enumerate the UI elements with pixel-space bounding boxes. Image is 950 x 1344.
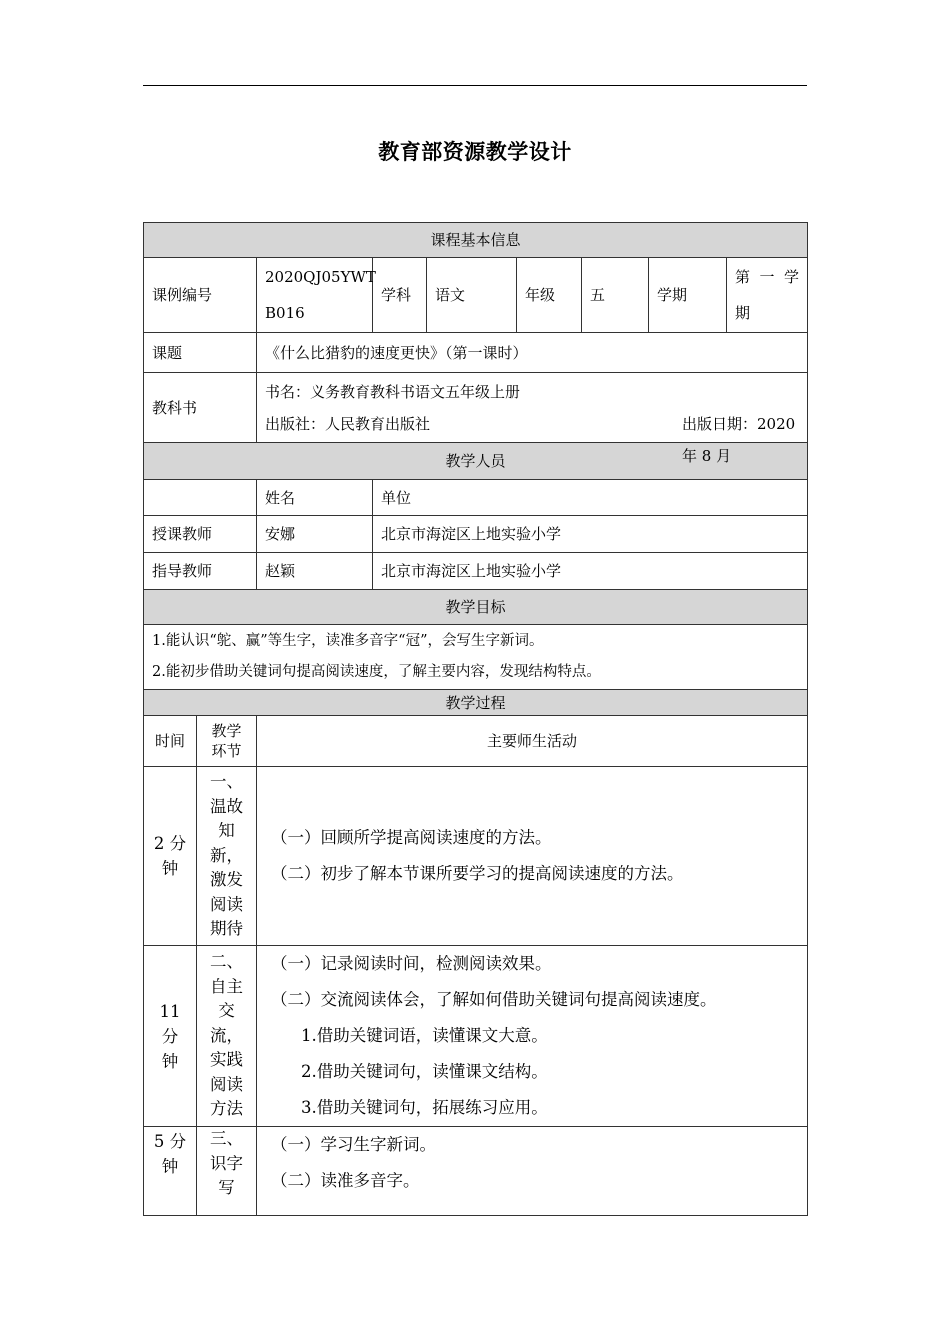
textbook-label: 教科书: [144, 373, 257, 443]
step-activities: [257, 1127, 808, 1216]
activity-item: （二）初步了解本节课所要学习的提高阅读速度的方法。: [271, 864, 684, 883]
stage-line: 三、: [210, 1129, 243, 1148]
semester-label: 学期: [649, 258, 727, 333]
grade-label: 年级: [517, 258, 582, 333]
staff-unit: 北京市海淀区上地实验小学: [373, 553, 808, 590]
activity-item: （二）交流阅读体会，了解如何借助关键词句提高阅读速度。: [271, 990, 717, 1009]
topic-label: 课题: [144, 333, 257, 373]
header-rule: [143, 85, 807, 86]
staff-unit: 北京市海淀区上地实验小学: [373, 516, 808, 553]
stage-line: 方法: [210, 1099, 243, 1119]
step-activities: [257, 946, 808, 1127]
subject-label: 学科: [373, 258, 427, 333]
stage-line: 新，: [210, 845, 243, 865]
section-process: 教学过程: [144, 690, 808, 716]
staff-header-empty: [144, 480, 257, 516]
activity-header: 主要师生活动: [257, 716, 808, 767]
step-time-line: 钟: [161, 859, 179, 878]
section-goals: 教学目标: [144, 590, 808, 625]
topic-value: 《什么比猎豹的速度更快》（第一课时）: [257, 333, 808, 373]
activity-item: （二）读准多音字。: [271, 1171, 420, 1190]
stage-line: 写: [218, 1178, 235, 1197]
step-stage: [197, 1127, 257, 1216]
grade-value: 五: [582, 258, 649, 333]
section-staff: 教学人员: [144, 443, 808, 480]
activity-item: （一）学习生字新词。: [271, 1135, 436, 1154]
goal-item: 1.能认识“鸵、赢”等生字，读准多音字“冠”，会写生字新词。: [152, 633, 544, 649]
stage-line: 温故: [210, 796, 243, 816]
step-time-line: 分: [161, 1026, 179, 1046]
stage-line: 阅读: [210, 894, 243, 914]
case-id-line1: 2020QJ05YWT: [265, 268, 376, 286]
step-time-line: 11: [159, 1001, 181, 1021]
activity-item: （一）记录阅读时间，检测阅读效果。: [271, 954, 552, 973]
activity-item: （一）回顾所学提高阅读速度的方法。: [271, 828, 552, 847]
activity-subitem: 2.借助关键词句，读懂课文结构。: [301, 1062, 548, 1081]
semester-line2: 期: [735, 304, 751, 322]
lesson-plan-table: [143, 222, 808, 1216]
step-time-line: 钟: [161, 1157, 179, 1176]
semester-value: [727, 258, 808, 333]
step-time: [144, 1127, 197, 1216]
staff-unit-header: 单位: [373, 480, 808, 516]
stage-header: [197, 716, 257, 767]
staff-role: 授课教师: [144, 516, 257, 553]
stage-line: 流，: [210, 1025, 243, 1045]
stage-line: 激发: [210, 870, 243, 890]
stage-line: 交: [218, 1001, 235, 1021]
activity-subitem: 1.借助关键词语，读懂课文大意。: [301, 1026, 548, 1045]
step-stage: [197, 767, 257, 946]
case-id-value: [257, 258, 376, 333]
staff-name: 安娜: [257, 516, 373, 553]
stage-line: 识字: [210, 1153, 243, 1173]
stage-line: 二、: [210, 952, 243, 972]
stage-line: 自主: [210, 976, 243, 996]
goals-list: [144, 625, 808, 690]
book-name: 书名：义务教育教科书语文五年级上册: [265, 382, 521, 401]
time-header: 时间: [144, 716, 197, 767]
activity-subitem: 3.借助关键词句，拓展练习应用。: [301, 1098, 548, 1117]
step-time-line: 2 分: [153, 834, 187, 853]
semester-line1: 第 一 学: [735, 268, 799, 286]
stage-line: 阅读: [210, 1074, 243, 1094]
section-basic-info: 课程基本信息: [144, 223, 808, 258]
stage-line: 一、: [210, 772, 243, 792]
stage-line: 期待: [210, 919, 243, 939]
publisher: 出版社：人民教育出版社: [265, 414, 431, 433]
staff-role: 指导教师: [144, 553, 257, 590]
stage-header-line2: 环节: [211, 742, 242, 760]
stage-line: 知: [218, 821, 235, 841]
subject-value: 语文: [427, 258, 517, 333]
step-activities: [257, 767, 808, 946]
step-time-line: 钟: [161, 1051, 179, 1071]
publish-date: 出版日期：2020 年 8 月: [682, 414, 796, 465]
stage-header-line1: 教学: [211, 722, 242, 740]
staff-name-header: 姓名: [257, 480, 373, 516]
goal-item: 2.能初步借助关键词句提高阅读速度，了解主要内容，发现结构特点。: [152, 664, 601, 680]
step-time: [144, 767, 197, 946]
staff-name: 赵颖: [257, 553, 373, 590]
document-title: 教育部资源教学设计: [378, 139, 572, 164]
step-time-line: 5 分: [153, 1132, 187, 1151]
case-id-line2: B016: [265, 304, 305, 322]
step-stage: [197, 946, 257, 1127]
step-time: [144, 946, 197, 1127]
case-id-label: 课例编号: [144, 258, 257, 333]
stage-line: 实践: [210, 1050, 243, 1070]
